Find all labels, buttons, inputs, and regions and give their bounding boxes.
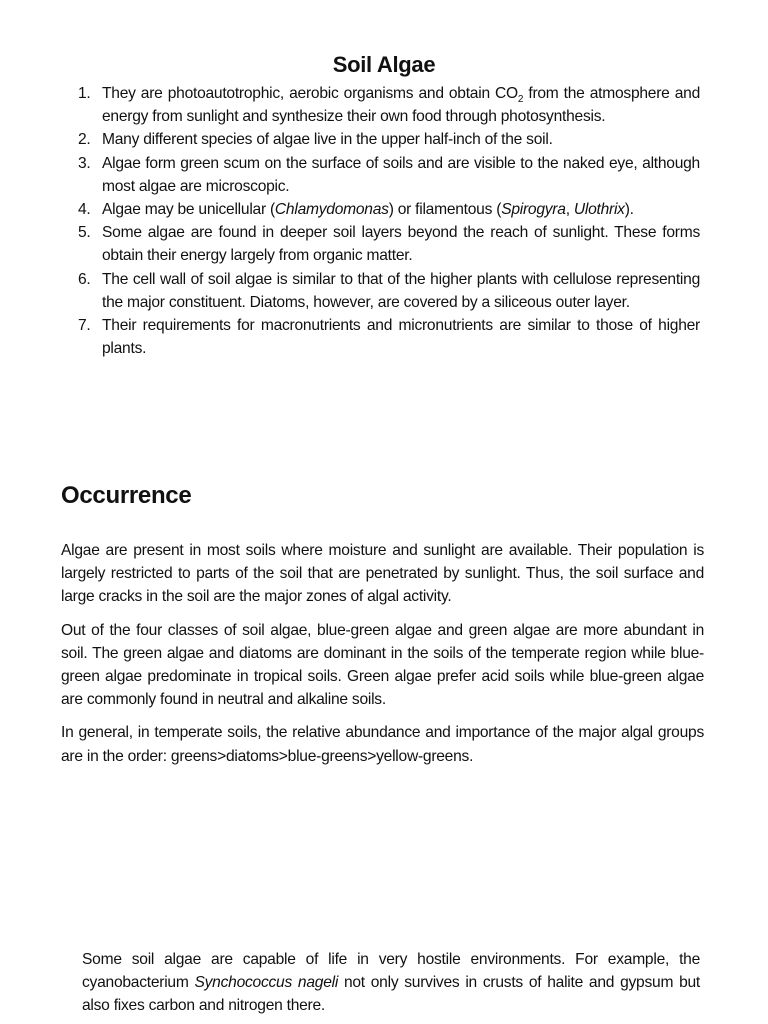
list-item	[62, 128, 700, 151]
text-run: Some soil algae are capable of life in very hostile environments. For example, the cyanobacterium	[82, 951, 700, 992]
list-item	[62, 82, 700, 128]
callout-paragraph	[82, 948, 700, 1018]
list-item-number: 6.	[78, 270, 91, 288]
list-item	[62, 221, 700, 267]
list-item-number: 1.	[78, 85, 91, 102]
text-run: Algae form green scum on the surface of soils and are visible to the naked eye, although most algae are microscopic.	[102, 154, 700, 195]
list-item	[62, 198, 700, 221]
occurrence-section	[61, 539, 704, 778]
list-item-number: 4.	[78, 201, 91, 219]
text-run: not only survives in crusts of halite and gypsum but also fixes carbon and nitrogen there.	[82, 974, 700, 1015]
text-run: Algae may be unicellular (	[102, 201, 275, 219]
list-item-text	[102, 131, 553, 148]
list-item-text	[102, 85, 700, 125]
list-item	[62, 152, 700, 198]
text-run: ) or filamentous (	[388, 201, 502, 219]
list-item-number: 3.	[78, 154, 91, 172]
list-item-text	[102, 271, 700, 311]
text-run: The cell wall of soil algae is similar to that of the higher plants with cellulose representing the major constituent. Diatoms, however, are covered by a siliceous outer layer.	[102, 270, 700, 311]
italic-term: Chlamydomonas	[274, 201, 389, 219]
paragraph: In general, in temperate soils, the relative abundance and importance of the major algal groups are in the order: greens>diatoms>blue-greens>yellow-greens.	[61, 724, 704, 765]
list-item-number: 5.	[78, 224, 91, 242]
point-list	[62, 82, 700, 360]
text-run: Some algae are found in deeper soil layers beyond the reach of sunlight. These forms obtain their energy largely from organic matter.	[102, 224, 700, 265]
page-title: Soil Algae	[332, 51, 436, 77]
list-item-text	[102, 155, 700, 195]
text-run: Their requirements for macronutrients and micronutrients are similar to those of higher plants.	[102, 317, 700, 358]
list-item-number: 7.	[78, 317, 91, 335]
italic-term: Ulothrix	[573, 201, 625, 219]
list-item-text	[102, 201, 634, 218]
text-run: They are photoautotrophic, aerobic organisms and obtain CO	[102, 85, 518, 102]
italic-term: Synchococcus nageli	[194, 974, 339, 992]
text-run: from the atmosphere and energy from sunlight and synthesize their own food through photosynthesis.	[102, 85, 700, 126]
list-item-number: 2.	[78, 131, 91, 149]
list-item-text	[102, 317, 700, 357]
subscript: 2	[517, 94, 524, 106]
list-item-text	[102, 224, 700, 264]
paragraph: Out of the four classes of soil algae, blue-green algae and green algae are more abundant in soil. The green algae and diatoms are dominant in the soils of the temperate region while blue-green algae predominate in tropical soils. Green algae prefer acid soils while blue-green algae are commonly found in neutral and alkaline soils.	[61, 621, 704, 709]
list-item	[62, 314, 700, 360]
text-run: ).	[624, 201, 634, 219]
text-run: ,	[565, 201, 574, 219]
text-run: Many different species of algae live in the upper half-inch of the soil.	[102, 131, 553, 149]
paragraph: Algae are present in most soils where moisture and sunlight are available. Their population is largely restricted to parts of the soil that are penetrated by sunlight. Thus, the soil surface and large cracks in the soil are the major zones of algal activity.	[61, 542, 704, 606]
list-item	[62, 268, 700, 314]
section-heading-occurrence: Occurrence	[61, 482, 192, 509]
italic-term: Spirogyra	[501, 201, 566, 219]
